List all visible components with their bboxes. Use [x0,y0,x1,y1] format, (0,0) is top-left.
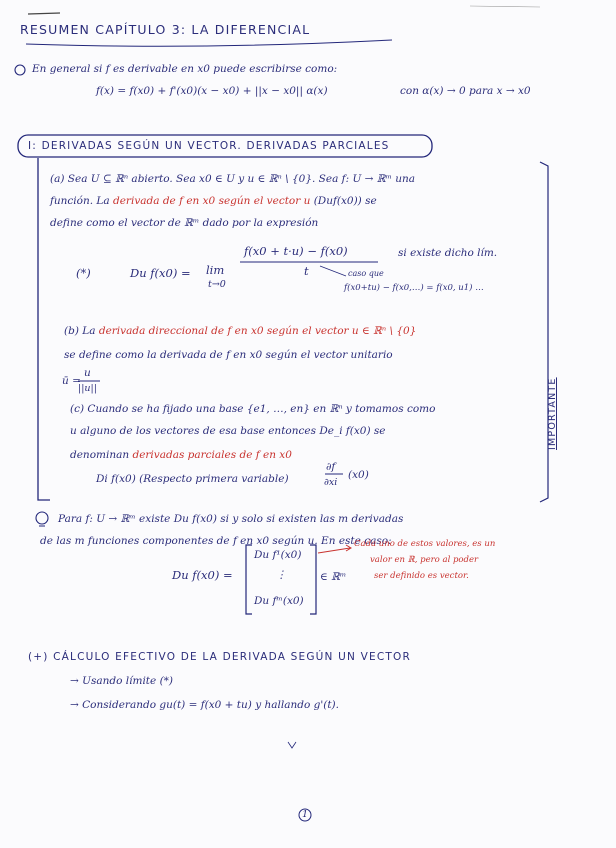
def-exists: si existe dicho lím. [398,247,498,259]
red-note-2: valor en ℝ, pero al poder [370,555,479,565]
partial-frac-arg: (x0) [348,469,369,481]
def-label: (*) [76,266,91,280]
def-b-unit-den: ||u|| [78,383,97,394]
def-b-term: derivada direccional de f en x0 según el vector u ∈ ℝⁿ \ {0} [98,325,417,337]
def-c-line2: u alguno de los vectores de esa base entonces De_i f(x0) se [70,425,386,437]
tip-line2: de las m funciones componentes de f en x0 según u. En este caso: [40,535,392,547]
def-c-line3: denominan [70,449,130,461]
important-note: IMPORTANTE [547,377,558,450]
matrix-row2: ⋮ [276,569,287,581]
def-a-term: derivada de f en x0 según el vector u [113,195,311,207]
tip-line1: Para f: U → ℝᵐ existe Du f(x0) si y solo si existen las m derivadas [58,513,404,525]
matrix-lhs: Du f(x0) = [172,568,233,582]
def-b-line1: (b) La [64,325,96,337]
method-2: → Considerando gu(t) = f(x0 + tu) y hallando g'(t). [70,699,339,711]
red-note-3: ser definido es vector. [374,571,469,581]
intro-formula: f(x) = f(x0) + f'(x0)(x − x0) + ||x − x0|| α(x) [96,85,328,97]
matrix-row3: Du fᵐ(x0) [254,595,304,607]
def-b-unit-label: ū = [62,375,81,387]
method-1: → Usando límite (*) [70,675,174,687]
def-lim: lim [206,263,225,277]
def-denominator: t [304,264,309,278]
section1-heading: I: DERIVADAS SEGÚN UN VECTOR. DERIVADAS PARCIALES [28,140,390,152]
def-c-line4: Di f(x0) (Respecto primera variable) [96,473,289,485]
def-lim-sub: t→0 [208,279,226,290]
partial-frac-num: ∂f [326,461,336,473]
aside-note-2: f(x0+tu) − f(x0,…) = f(x0, u1) … [344,283,484,293]
def-c-term: derivadas parciales de f en x0 [132,449,292,461]
def-b-line2: se define como la derivada de f en x0 según el vector unitario [64,349,393,361]
page-title: RESUMEN CAPÍTULO 3: LA DIFERENCIAL [20,22,311,37]
page-number: 1 [302,809,309,820]
def-numerator: f(x0 + t·u) − f(x0) [244,244,348,258]
red-note-1: Cada uno de estos valores, es un [354,539,496,549]
def-c-line1: (c) Cuando se ha fijado una base {e1, …, en} en ℝⁿ y tomamos como [70,403,436,415]
def-a-line1: (a) Sea U ⊆ ℝⁿ abierto. Sea x0 ∈ U y u ∈ ℝⁿ \ {0}. Sea f: U → ℝᵐ una [50,173,416,185]
def-a-line3: define como el vector de ℝᵐ dado por la expresión [50,217,319,229]
matrix-row1: Du f¹(x0) [254,549,302,561]
intro-line: En general si f es derivable en x0 puede escribirse como: [32,63,338,75]
matrix-membership: ∈ ℝᵐ [320,571,347,583]
aside-note-1: caso que [348,269,384,278]
def-lhs: Du f(x0) = [130,266,191,280]
def-a-line2: función. La [50,195,110,207]
section2-heading: (+) CÁLCULO EFECTIVO DE LA DERIVADA SEGÚN UN VECTOR [28,651,411,663]
def-b-unit-num: u [84,367,91,379]
def-a-line2-end: (Duf(x0)) se [313,195,377,207]
intro-condition: con α(x) → 0 para x → x0 [400,85,531,97]
partial-frac-den: ∂xi [324,477,338,488]
